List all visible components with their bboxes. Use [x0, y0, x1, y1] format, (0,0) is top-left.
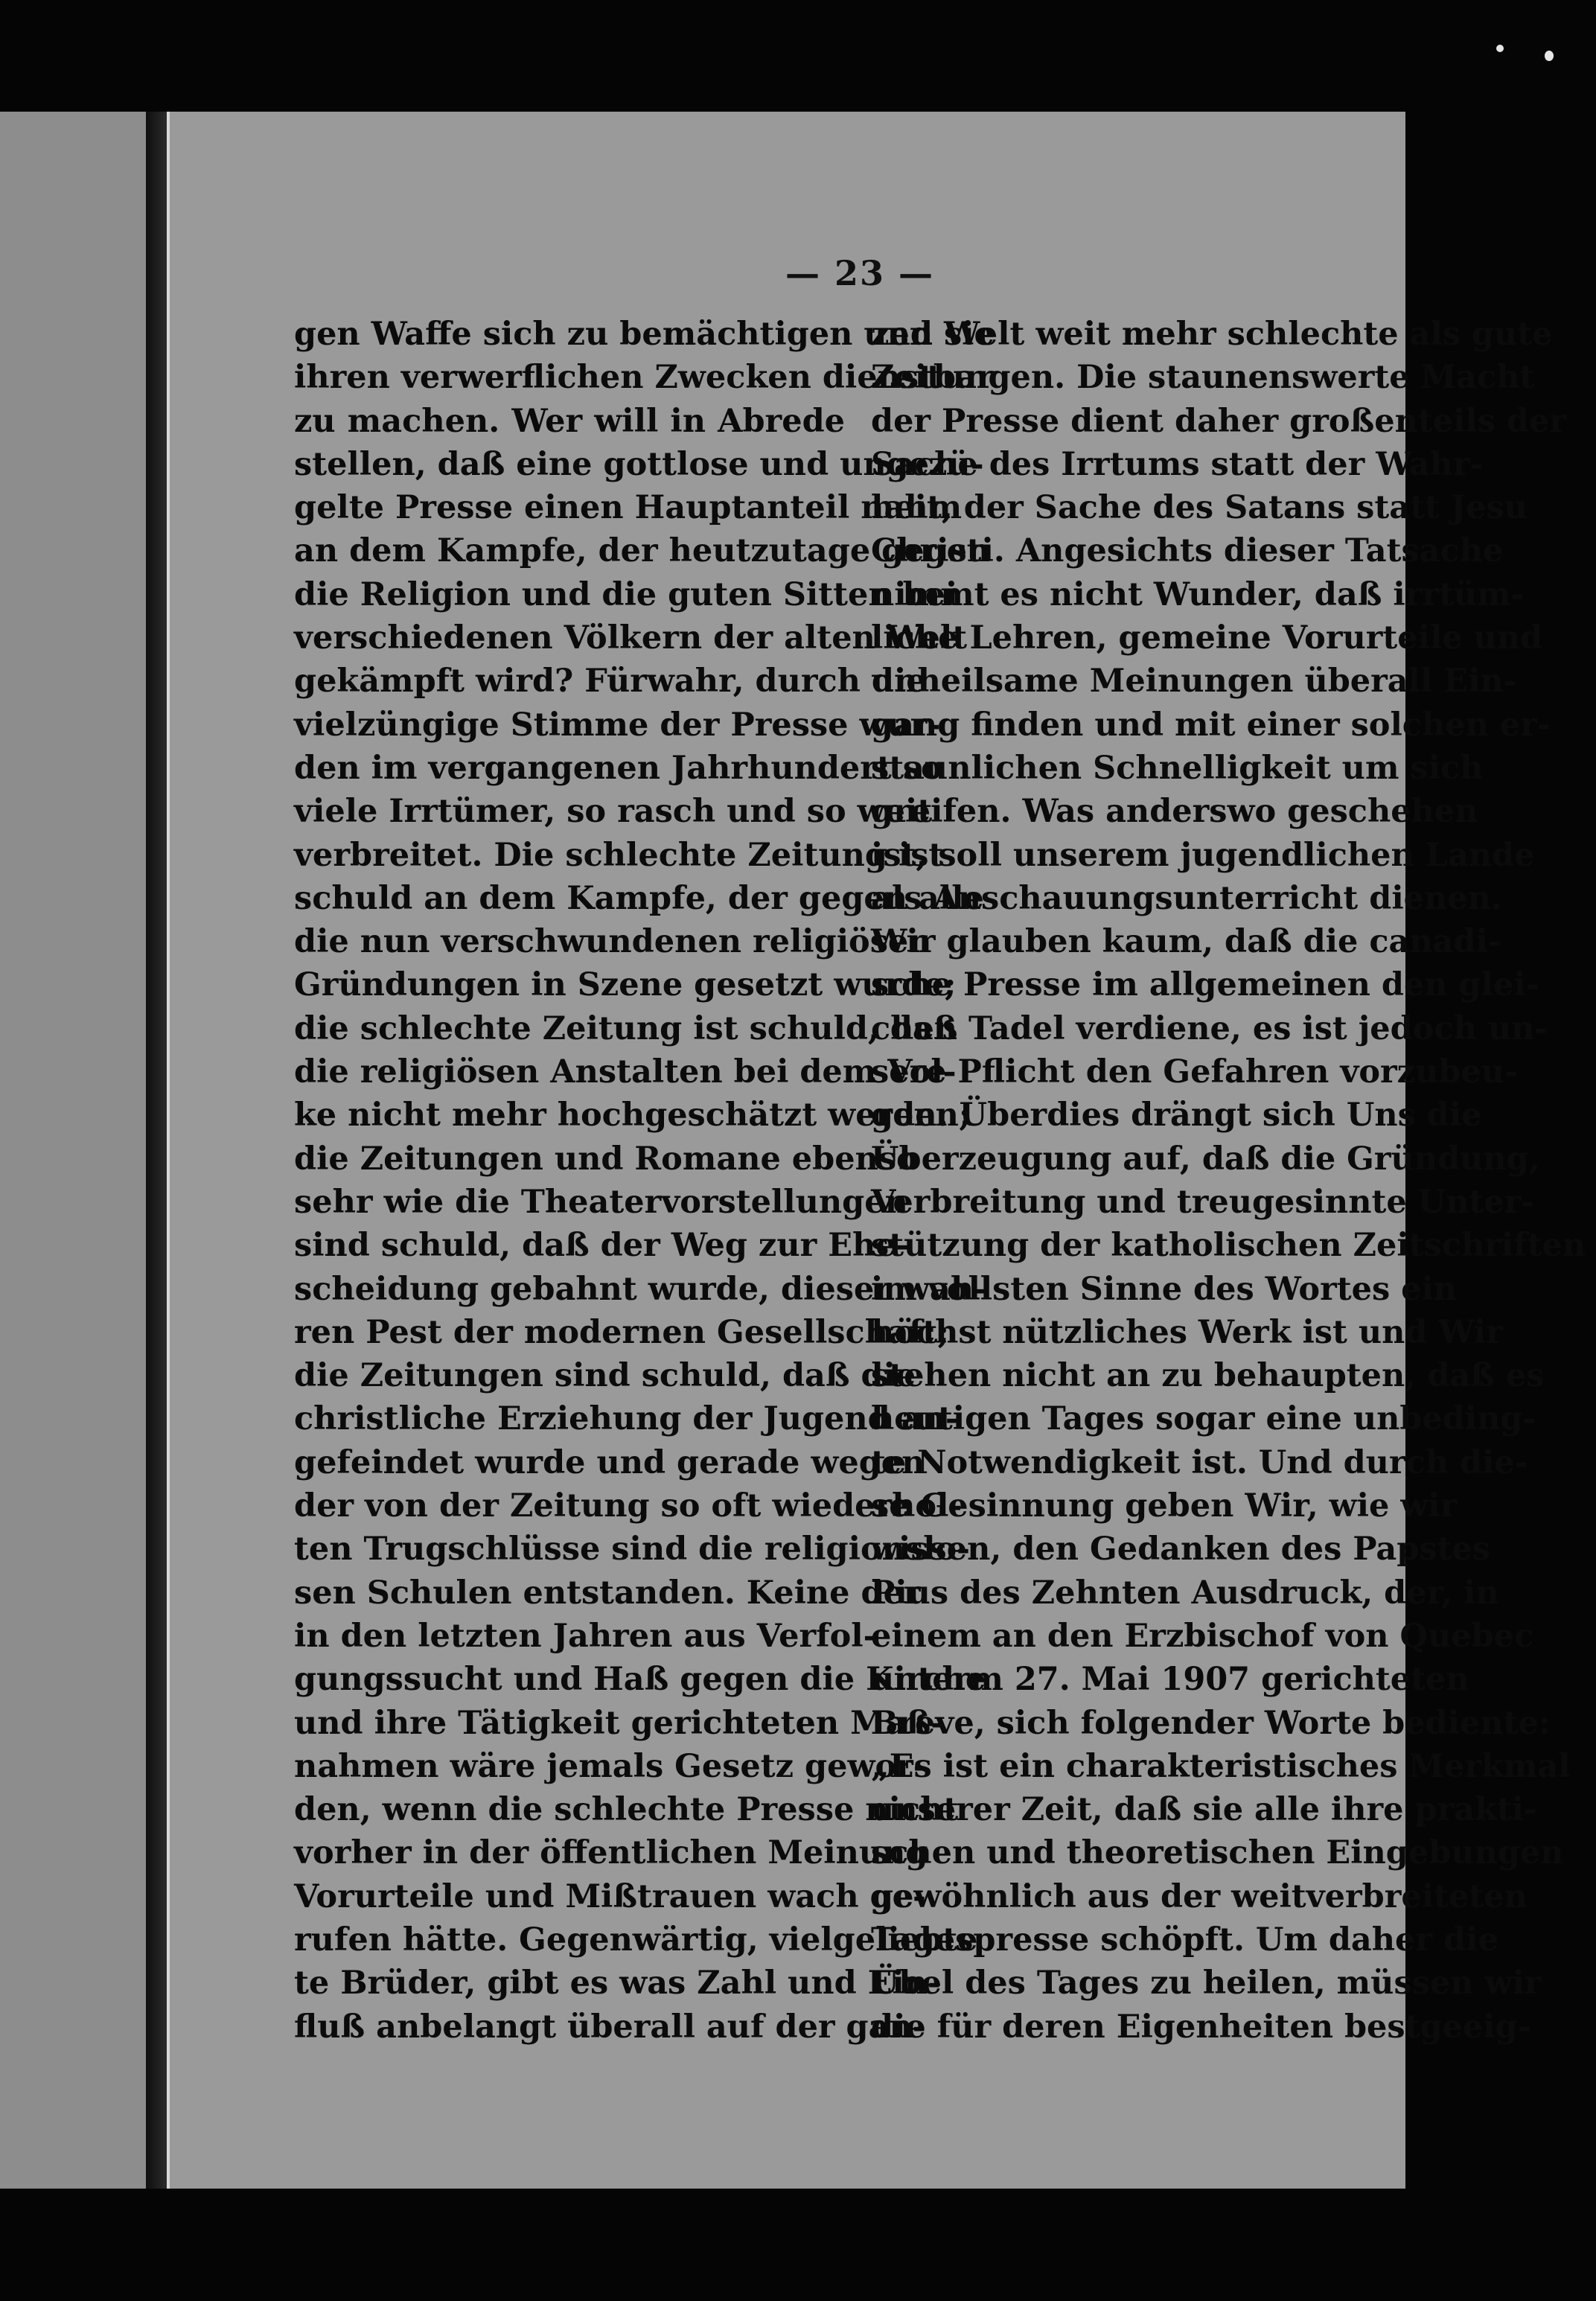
text-line: stützung der katholischen Zeitschriften: [871, 1227, 1586, 1265]
text-line: heit, der Sache des Satans statt Jesu: [871, 489, 1528, 527]
adjacent-page-edge: [0, 112, 148, 2189]
text-line: Sache des Irrtums statt der Wahr-: [871, 445, 1484, 483]
text-line: der von der Zeitung so oft wiederhol-: [294, 1487, 963, 1525]
text-line: Überzeugung auf, daß die Gründung,: [871, 1140, 1540, 1178]
text-line: zen Welt weit mehr schlechte als gute: [871, 316, 1553, 353]
text-line: Gründungen in Szene gesetzt wurde;: [294, 966, 957, 1004]
text-line: in den letzten Jahren aus Verfol-: [294, 1617, 877, 1655]
film-speck: [1496, 45, 1504, 52]
text-line: vorher in der öffentlichen Meinung: [294, 1834, 928, 1872]
text-line: chen Tadel verdiene, es ist jedoch un-: [871, 1009, 1548, 1047]
book-gutter: [146, 112, 167, 2189]
text-line: die für deren Eigenheiten bestgeeig-: [871, 2008, 1531, 2046]
text-line: den, wenn die schlechte Presse nicht: [294, 1791, 959, 1829]
text-line: gekämpft wird? Fürwahr, durch die: [294, 663, 927, 700]
text-line: rufen hätte. Gegenwärtig, vielgeliebte: [294, 1921, 978, 1959]
text-line: Wir glauben kaum, daß die canadi-: [871, 923, 1501, 961]
film-speck: [1545, 51, 1554, 61]
text-line: die Zeitungen sind schuld, daß die: [294, 1357, 916, 1395]
text-line: schuld an dem Kampfe, der gegen alle: [294, 879, 984, 917]
text-line: „Es ist ein charakteristisches Merkmal: [871, 1747, 1571, 1785]
text-line: Breve, sich folgender Worte bediente:: [871, 1704, 1551, 1742]
text-line: die nun verschwundenen religiösen: [294, 923, 932, 961]
text-line: vielzüngige Stimme der Presse wur-: [294, 706, 941, 744]
text-line: ist, soll unserem jugendlichen Lande: [871, 836, 1535, 874]
text-line: einem an den Erzbischof von Quebec: [871, 1617, 1534, 1655]
text-line: Christi. Angesichts dieser Tatsache: [871, 532, 1504, 570]
right-text-column: [871, 313, 1586, 2049]
text-line: die Religion und die guten Sitten bei: [294, 575, 958, 613]
text-line: zu machen. Wer will in Abrede: [294, 402, 845, 440]
text-line: te Notwendigkeit ist. Und durch die-: [871, 1443, 1528, 1481]
text-line: staunlichen Schnelligkeit um sich: [871, 749, 1484, 787]
text-line: schen und theoretischen Eingebungen: [871, 1834, 1564, 1872]
text-line: fluß anbelangt überall auf der gan-: [294, 2008, 926, 2046]
text-line: höchst nützliches Werk ist und Wir: [871, 1313, 1503, 1351]
text-line: stellen, daß eine gottlose und ungezü-: [294, 445, 984, 483]
text-line: unterm 27. Mai 1907 gerichteten: [871, 1661, 1469, 1699]
text-line: Tagespresse schöpft. Um daher die: [871, 1921, 1498, 1959]
text-line: sen Schulen entstanden. Keine der: [294, 1574, 921, 1612]
text-line: christliche Erziehung der Jugend an-: [294, 1400, 959, 1438]
text-line: stehen nicht an zu behaupten, daß es: [871, 1357, 1545, 1395]
text-line: liche Lehren, gemeine Vorurteile und: [871, 619, 1543, 657]
text-line: die schlechte Zeitung ist schuld, daß: [294, 1009, 958, 1047]
text-line: sehr wie die Theatervorstellungen: [294, 1183, 908, 1221]
text-line: greifen. Was anderswo geschehen: [871, 793, 1478, 831]
text-line: ten Trugschlüsse sind die religionslo-: [294, 1531, 970, 1568]
text-line: Übel des Tages zu heilen, müssen wir: [871, 1965, 1542, 2002]
text-line: ren Pest der modernen Gesellschaft;: [294, 1313, 950, 1351]
text-line: gen Waffe sich zu bemächtigen und sie: [294, 316, 995, 353]
text-line: den im vergangenen Jahrhundert so: [294, 749, 942, 787]
text-line: an dem Kampfe, der heutzutage gegen: [294, 532, 991, 570]
page-number: — 23 —: [785, 253, 935, 293]
text-line: sche Presse im allgemeinen den glei-: [871, 966, 1539, 1004]
text-line: gefeindet wurde und gerade wegen: [294, 1443, 925, 1481]
text-line: gungssucht und Haß gegen die Kirche: [294, 1661, 986, 1699]
text-line: als Anschauungsunterricht dienen.: [871, 879, 1502, 917]
text-line: im vollsten Sinne des Wortes ein: [871, 1270, 1458, 1308]
text-line: gen. Überdies drängt sich Uns die: [871, 1097, 1482, 1134]
text-line: verschiedenen Völkern der alten Welt: [294, 619, 968, 657]
text-line: die religiösen Anstalten bei dem Vol-: [294, 1053, 957, 1091]
text-line: die Zeitungen und Romane ebenso: [294, 1140, 918, 1178]
text-line: unserer Zeit, daß sie alle ihre prakti-: [871, 1791, 1537, 1829]
text-line: se Gesinnung geben Wir, wie wir: [871, 1487, 1458, 1525]
left-text-column: [294, 313, 995, 2049]
text-line: unheilsame Meinungen überall Ein-: [871, 663, 1517, 700]
text-line: und ihre Tätigkeit gerichteten Maß-: [294, 1704, 945, 1742]
text-line: sind schuld, daß der Weg zur Ehe-: [294, 1227, 910, 1265]
text-line: verbreitet. Die schlechte Zeitung ist: [294, 836, 944, 874]
text-line: sere Pflicht den Gefahren vorzubeu-: [871, 1053, 1518, 1091]
text-line: heutigen Tages sogar eine unbeding-: [871, 1400, 1536, 1438]
text-line: der Presse dient daher großenteils der: [871, 402, 1567, 440]
text-line: gewöhnlich aus der weitverbreiteten: [871, 1877, 1528, 1915]
text-line: te Brüder, gibt es was Zahl und Ein-: [294, 1965, 941, 2002]
text-line: ihren verwerflichen Zwecken dienstbar: [294, 359, 994, 397]
text-line: Zeitungen. Die staunenswerte Macht: [871, 359, 1535, 397]
text-line: nimmt es nicht Wunder, daß irrtüm-: [871, 575, 1525, 613]
text-line: Vorurteile und Mißtrauen wach ge-: [294, 1877, 926, 1915]
text-line: Pius des Zehnten Ausdruck, der, in: [871, 1574, 1499, 1612]
text-line: wissen, den Gedanken des Papstes: [871, 1531, 1490, 1568]
text-line: gelte Presse einen Hauptanteil nahm: [294, 489, 963, 527]
text-line: gang finden und mit einer solchen er-: [871, 706, 1551, 744]
text-line: Verbreitung und treugesinnte Unter-: [871, 1183, 1535, 1221]
text-line: ke nicht mehr hochgeschätzt werden;: [294, 1097, 971, 1134]
text-line: nahmen wäre jemals Gesetz gewor-: [294, 1747, 927, 1785]
text-line: viele Irrtümer, so rasch und so weit: [294, 793, 933, 831]
text-line: scheidung gebahnt wurde, dieser wah-: [294, 1270, 987, 1308]
